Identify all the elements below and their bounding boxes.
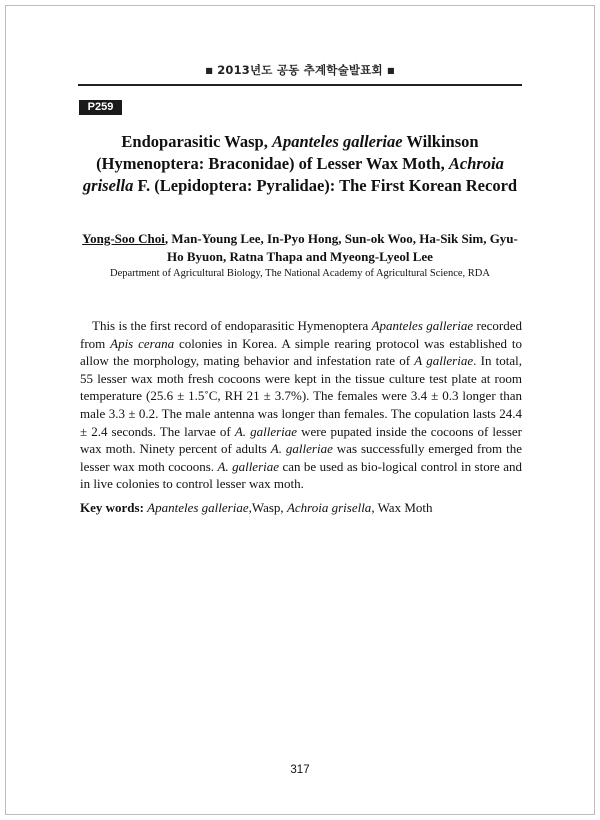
abstract-text: . In total, 55 lesser wax moth fresh cocoons were kept in the tissue culture test plate at room temperature (25.6 ± 1.5˚C, RH 21 ± 3.7%). The females were 3.4 ± 0.3 longer than male 3.3 ± 0.2. The male antenna was longer than females. The copulation lasts 24.4 ± 2.4 seconds. The larvae of — [80, 353, 523, 439]
abstract-text: recorded from — [80, 318, 523, 351]
abstract-text: colonies in Korea. A simple rearing protocol was established to allow the morphology, mating behavior and infestation rate of — [80, 335, 522, 369]
running-header — [0, 62, 600, 78]
header-rule — [78, 84, 522, 86]
keywords-label: Key words: — [80, 500, 144, 515]
abstract-text: were pupated inside the cocoons of lesser wax moth. Ninety percent of adults — [80, 423, 522, 457]
species-name: Apanteles galleriae — [371, 318, 474, 333]
abstract-text: This is the first record of endoparasitic Hymenoptera — [92, 318, 372, 333]
abstract-paragraph — [80, 317, 522, 493]
page-number: 317 — [290, 764, 310, 776]
keyword: Apanteles galleriae — [147, 500, 249, 515]
keyword: , Wax Moth — [371, 500, 433, 515]
title-part: F. (Lepidoptera: Pyralidae): The First Korean Record — [133, 176, 518, 195]
keyword: ,Wasp, — [248, 500, 287, 515]
header-square-right: ■ — [387, 66, 395, 75]
title-species: Apanteles galleriae — [271, 132, 403, 151]
conference-name: 2013년도 공동 추계학술발표회 — [217, 63, 383, 77]
abstract — [80, 317, 522, 493]
abstract-text: can be used as bio-logical control in store and in live colonies to control lesser wax moth. — [80, 458, 522, 492]
title-species: Achroia grisella — [82, 154, 504, 195]
abstract-text: was successfully emerged from the lesser wax moth cocoons. — [80, 441, 522, 474]
keyword: Achroia grisella — [286, 500, 372, 515]
author-list — [80, 230, 520, 266]
co-authors: , Man-Young Lee, In-Pyo Hong, Sun-ok Woo, Ha-Sik Sim, Gyu-Ho Byuon, Ratna Thapa and Myeong-Lyeol Lee — [164, 231, 518, 264]
header-square-left: ■ — [205, 66, 213, 75]
species-name: Apis cerana — [110, 335, 175, 351]
species-name: A. galleriae — [217, 458, 280, 474]
affiliation: Department of Agricultural Biology, The National Academy of Agricultural Science, RDA — [110, 268, 490, 279]
title-part: Wilkinson (Hymenoptera: Braconidae) of Lesser Wax Moth, — [96, 132, 479, 173]
keywords — [80, 499, 522, 516]
title-part: Endoparasitic Wasp, — [121, 132, 272, 151]
species-name: A. galleriae — [234, 423, 298, 439]
paper-title — [80, 131, 520, 197]
species-name: A galleriae — [414, 353, 474, 369]
presenting-author: Yong-Soo Choi — [82, 231, 165, 246]
poster-code-badge: P259 — [79, 100, 122, 115]
species-name: A. galleriae — [270, 441, 333, 457]
